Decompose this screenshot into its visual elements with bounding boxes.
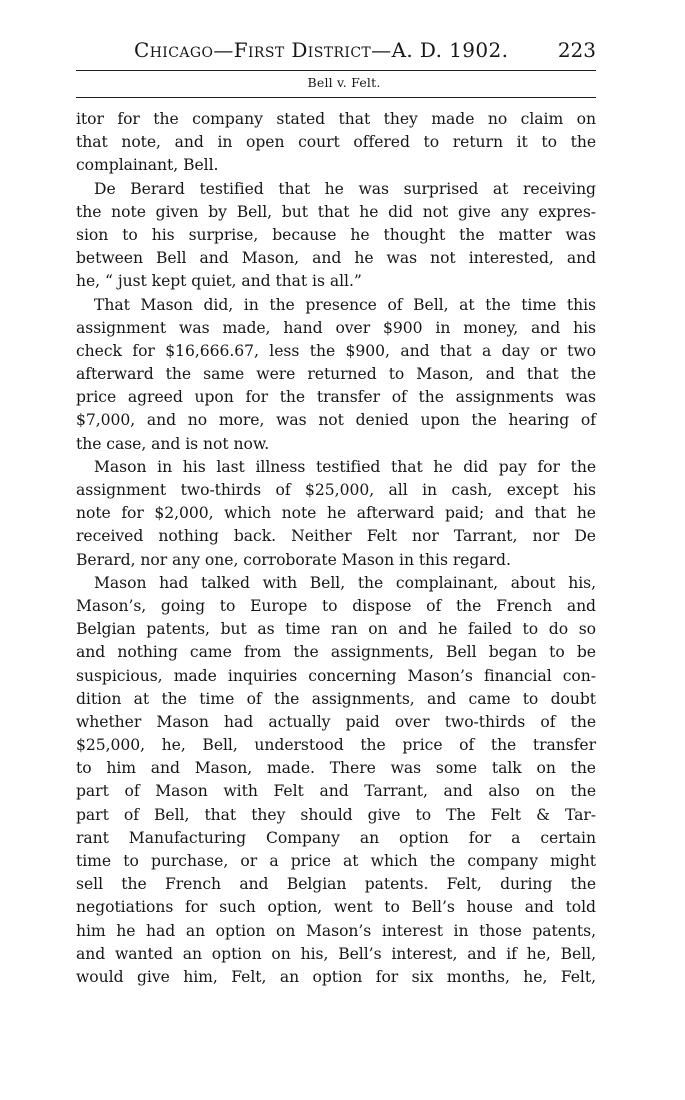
text-line: De Berard testified that he was surprised at receiving (94, 179, 596, 198)
text-line: he, “ just kept quiet, and that is all.” (76, 272, 362, 291)
text-line: that note, and in open court offered to return it to the (76, 133, 596, 152)
case-caption: Bell v. Felt. (307, 75, 381, 90)
text-line: between Bell and Mason, and he was not interested, and (76, 249, 596, 268)
text-line: complainant, Bell. (76, 156, 219, 175)
document-page (76, 38, 596, 989)
text-line: $7,000, and no more, was not denied upon the hearing of (76, 411, 596, 430)
text-line: part of Bell, that they should give to The Felt & Tar- (76, 805, 596, 824)
text-line: itor for the company stated that they made no claim on (76, 110, 596, 128)
text-line: Berard, nor any one, corroborate Mason in this regard. (76, 550, 511, 569)
text-line: afterward the same were returned to Mason, and that the (76, 365, 596, 384)
page-number: 223 (557, 38, 596, 62)
body-text (76, 108, 596, 989)
text-line: Belgian patents, but as time ran on and he failed to do so (76, 620, 596, 639)
text-line: note for $2,000, which note he afterward paid; and that he (76, 504, 596, 523)
text-line: assignment was made, hand over $900 in money, and his (76, 318, 596, 337)
text-line: to him and Mason, made. There was some talk on the (76, 759, 596, 778)
text-line: price agreed upon for the transfer of the assignments was (76, 388, 596, 407)
text-line: part of Mason with Felt and Tarrant, and also on the (76, 782, 596, 801)
text-line: him he had an option on Mason’s interest in those patents, (76, 921, 596, 940)
text-line: Mason’s, going to Europe to dispose of the French and (76, 596, 596, 615)
text-line: Mason in his last illness testified that he did pay for the (94, 457, 596, 476)
text-line: would give him, Felt, an option for six months, he, Felt, (76, 967, 596, 986)
running-head (76, 38, 596, 68)
text-line: suspicious, made inquiries concerning Mason’s financial con- (76, 666, 596, 685)
text-line: Mason had talked with Bell, the complainant, about his, (94, 573, 596, 592)
text-line: and wanted an option on his, Bell’s interest, and if he, Bell, (76, 944, 596, 963)
text-line: and nothing came from the assignments, Bell began to be (76, 643, 596, 662)
text-line: the case, and is not now. (76, 434, 270, 453)
text-line: check for $16,666.67, less the $900, and that a day or two (76, 341, 596, 360)
text-line: sion to his surprise, because he thought the matter was (76, 225, 596, 244)
text-line: assignment two-thirds of $25,000, all in cash, except his (76, 481, 596, 499)
text-line: rant Manufacturing Company an option for a certain (76, 828, 596, 847)
text-line: $25,000, he, Bell, understood the price of the transfer (76, 736, 596, 755)
text-line: negotiations for such option, went to Bell’s house and told (76, 898, 596, 917)
text-line: the note given by Bell, but that he did not give any expres- (76, 202, 596, 221)
text-line: dition at the time of the assignments, and came to doubt (76, 689, 596, 708)
text-line: That Mason did, in the presence of Bell, at the time this (94, 295, 596, 314)
running-title: Chicago—First District—A. D. 1902. (134, 38, 509, 62)
text-line: whether Mason had actually paid over two-thirds of the (76, 712, 596, 731)
text-line: received nothing back. Neither Felt nor Tarrant, nor De (76, 527, 596, 546)
text-line: sell the French and Belgian patents. Felt, during the (76, 875, 596, 894)
header-rule-bottom (76, 97, 596, 98)
text-line: time to purchase, or a price at which the company might (76, 852, 596, 870)
